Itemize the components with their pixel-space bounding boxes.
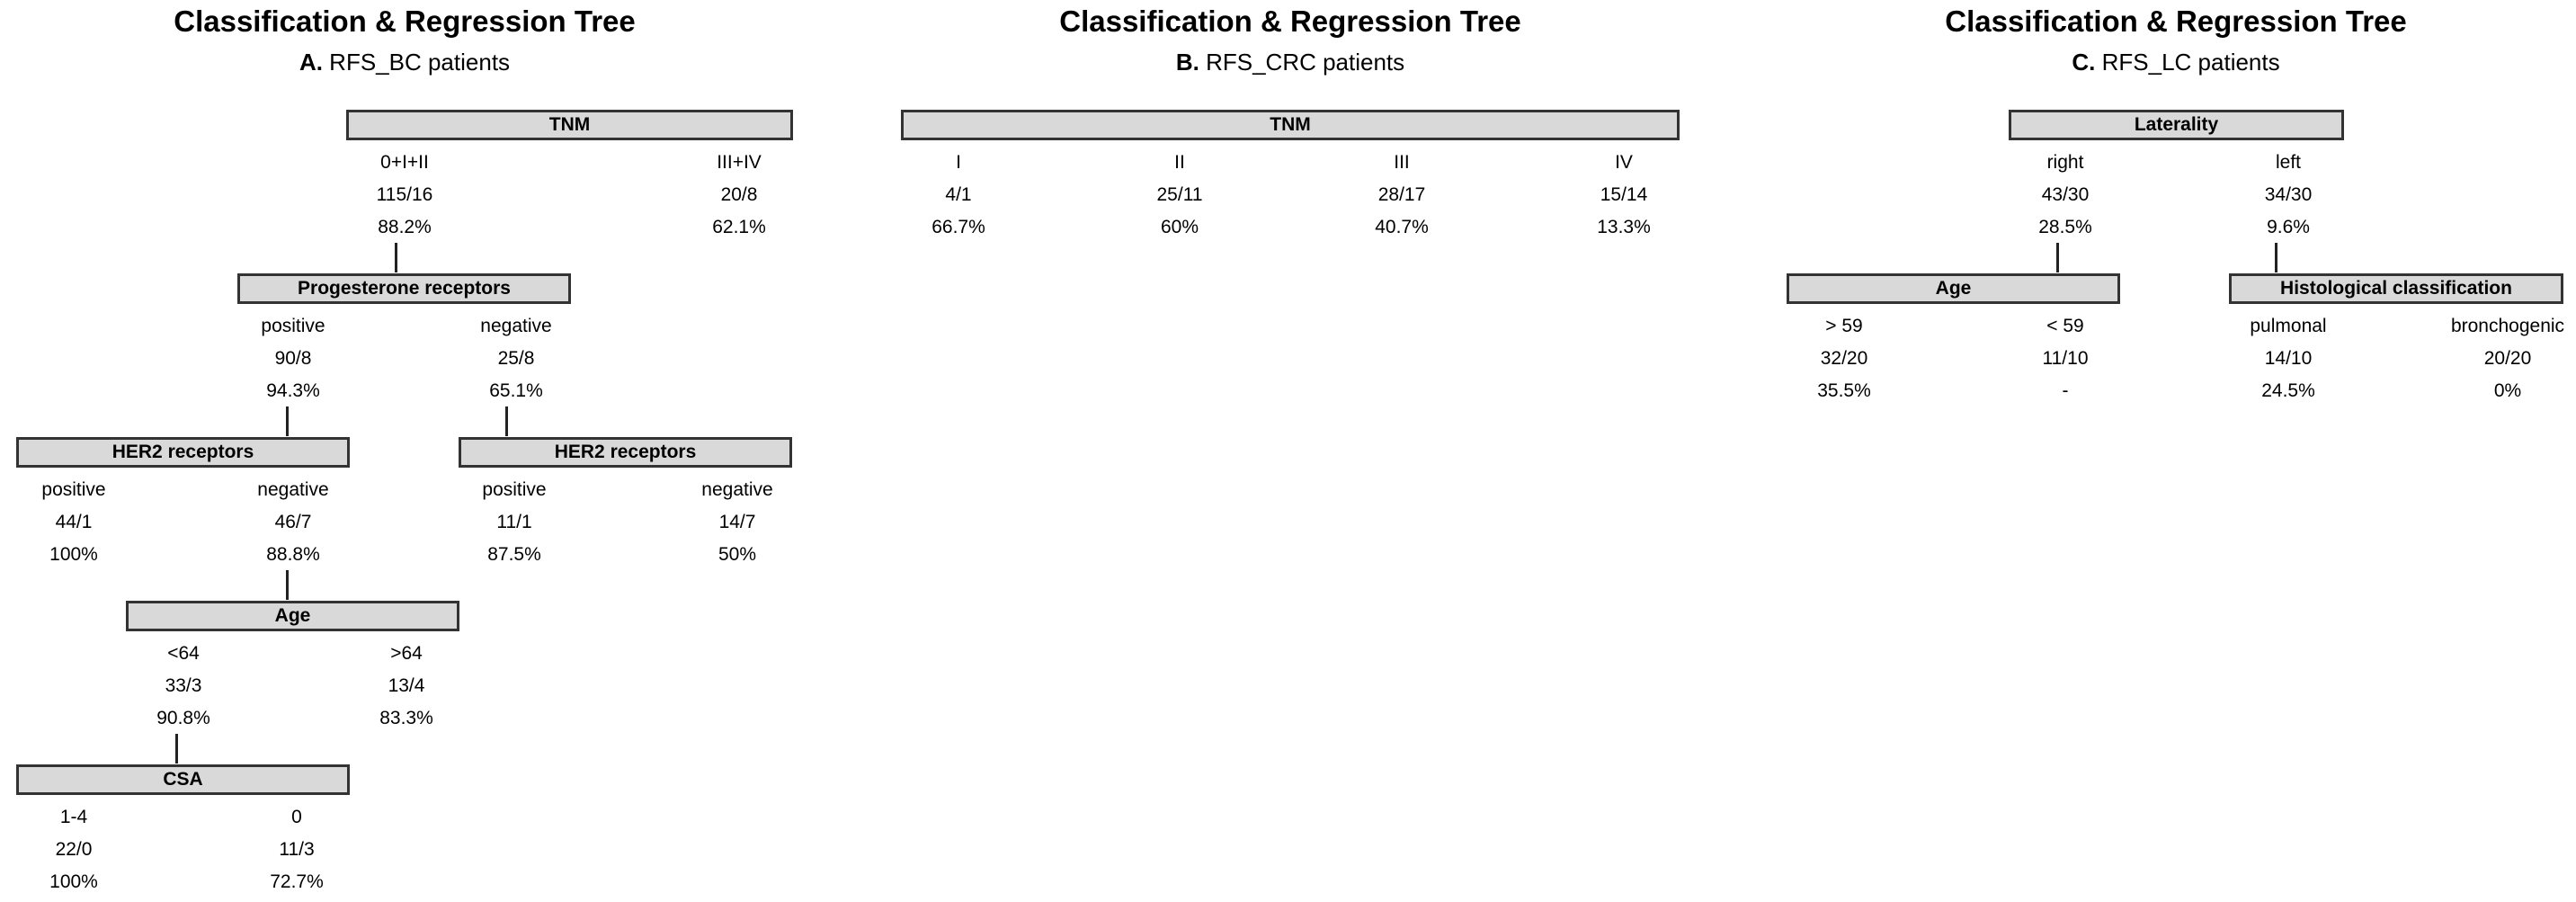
- tree-c-lat-left-ratio: 43/30: [2041, 184, 2090, 205]
- panel-c-letter: C.: [2072, 49, 2096, 76]
- panel-c-subtitle: [1861, 48, 2491, 76]
- panel-a-subtitle-text: RFS_BC patients: [329, 49, 511, 76]
- tree-a-prog-left-condition: positive: [261, 316, 325, 336]
- tree-b-tnm-3-ratio: 28/17: [1377, 184, 1426, 205]
- tree-a-csa-right-ratio: 11/3: [279, 839, 315, 860]
- tree-b-tnm-1-percent: 66.7%: [931, 217, 985, 237]
- tree-a-connector-tnm-prog: [395, 243, 397, 272]
- tree-a-csa-node: CSA: [16, 764, 350, 795]
- tree-a-prog-right-ratio: 25/8: [497, 348, 535, 369]
- tree-c-lat-left-condition: right: [2046, 152, 2084, 173]
- tree-c-age-left-percent: 35.5%: [1817, 380, 1871, 401]
- tree-a-age-left-percent: 90.8%: [156, 708, 210, 728]
- tree-a-her2-1-left-ratio: 44/1: [55, 512, 93, 532]
- tree-a-prog-right-percent: 65.1%: [489, 380, 543, 401]
- tree-a-tnm-left-condition: 0+I+II: [380, 152, 429, 173]
- tree-c-lat-right-condition: left: [2275, 152, 2301, 173]
- tree-a-tnm-right-percent: 62.1%: [712, 217, 766, 237]
- panel-c-subtitle-text: RFS_LC patients: [2101, 49, 2280, 76]
- tree-c-age-right-condition: < 59: [2046, 316, 2084, 336]
- tree-c-hist-left-condition: pulmonal: [2250, 316, 2327, 336]
- tree-a-her2-node-2: HER2 receptors: [459, 437, 792, 468]
- tree-a-csa-right-percent: 72.7%: [270, 871, 324, 892]
- panel-b-subtitle: [976, 48, 1605, 76]
- tree-c-hist-right-percent: 0%: [2493, 380, 2522, 401]
- tree-a-her2-2-left-ratio: 11/1: [496, 512, 532, 532]
- tree-c-age-left-condition: > 59: [1825, 316, 1863, 336]
- panel-b-letter: B.: [1175, 49, 1199, 76]
- tree-b-tnm-node: TNM: [901, 110, 1680, 140]
- tree-c-age-right-ratio: 11/10: [2042, 348, 2089, 369]
- tree-a-her2-2-right-percent: 50%: [718, 544, 757, 565]
- tree-a-age-right-ratio: 13/4: [388, 675, 425, 696]
- tree-c-hist-left-ratio: 14/10: [2264, 348, 2313, 369]
- tree-a-her2-2-left-condition: positive: [482, 479, 547, 500]
- tree-a-prog-left-percent: 94.3%: [266, 380, 320, 401]
- tree-a-tnm-left-percent: 88.2%: [378, 217, 432, 237]
- tree-b-tnm-4-ratio: 15/14: [1600, 184, 1648, 205]
- tree-b-tnm-3-percent: 40.7%: [1375, 217, 1429, 237]
- tree-b-tnm-2-condition: II: [1174, 152, 1185, 173]
- tree-a-her2-2-right-condition: negative: [701, 479, 773, 500]
- tree-a-age-node: Age: [126, 601, 459, 631]
- tree-c-lat-left-percent: 28.5%: [2038, 217, 2092, 237]
- tree-a-her2-node-1: HER2 receptors: [16, 437, 350, 468]
- tree-a-her2-1-left-percent: 100%: [49, 544, 98, 565]
- tree-a-age-left-ratio: 33/3: [165, 675, 202, 696]
- tree-c-age-left-ratio: 32/20: [1820, 348, 1868, 369]
- tree-a-tnm-node: TNM: [346, 110, 793, 140]
- tree-a-tnm-right-condition: III+IV: [717, 152, 762, 173]
- tree-a-her2-1-right-condition: negative: [257, 479, 329, 500]
- tree-a-connector-her2-age: [286, 570, 289, 600]
- tree-a-age-right-condition: >64: [390, 643, 423, 664]
- tree-a-prog-left-ratio: 90/8: [274, 348, 312, 369]
- tree-a-csa-left-percent: 100%: [49, 871, 98, 892]
- panel-a-subtitle: [90, 48, 719, 76]
- tree-c-connector-lat-age: [2056, 243, 2059, 272]
- tree-c-laterality-node: Laterality: [2009, 110, 2344, 140]
- tree-b-tnm-3-condition: III: [1394, 152, 1410, 173]
- tree-a-tnm-right-ratio: 20/8: [720, 184, 758, 205]
- tree-c-age-right-percent: -: [2062, 380, 2069, 401]
- tree-a-connector-age-csa: [175, 734, 178, 764]
- tree-b-tnm-2-percent: 60%: [1160, 217, 1199, 237]
- tree-a-csa-left-ratio: 22/0: [55, 839, 93, 860]
- tree-a-connector-prog-her2-left: [286, 406, 289, 436]
- tree-c-hist-left-percent: 24.5%: [2261, 380, 2315, 401]
- tree-a-csa-left-condition: 1-4: [59, 807, 88, 827]
- tree-b-tnm-1-ratio: 4/1: [945, 184, 972, 205]
- tree-b-tnm-2-ratio: 25/11: [1156, 184, 1203, 205]
- tree-a-progesterone-node: Progesterone receptors: [237, 273, 571, 304]
- tree-a-age-right-percent: 83.3%: [379, 708, 433, 728]
- tree-a-her2-2-right-ratio: 14/7: [718, 512, 756, 532]
- tree-c-lat-right-percent: 9.6%: [2267, 217, 2310, 237]
- tree-a-her2-1-left-condition: positive: [41, 479, 106, 500]
- tree-b-tnm-4-percent: 13.3%: [1597, 217, 1651, 237]
- panel-b-subtitle-text: RFS_CRC patients: [1206, 49, 1405, 76]
- tree-a-tnm-left-ratio: 115/16: [376, 184, 433, 205]
- tree-a-csa-right-condition: 0: [291, 807, 302, 827]
- panel-c-title: Classification & Regression Tree: [1945, 4, 2407, 38]
- tree-b-tnm-4-condition: IV: [1615, 152, 1633, 173]
- tree-a-her2-1-right-percent: 88.8%: [266, 544, 320, 565]
- tree-c-lat-right-ratio: 34/30: [2264, 184, 2313, 205]
- tree-a-her2-2-left-percent: 87.5%: [487, 544, 541, 565]
- panel-a-title: Classification & Regression Tree: [174, 4, 636, 38]
- tree-a-age-left-condition: <64: [167, 643, 200, 664]
- tree-a-connector-prog-her2-right: [505, 406, 508, 436]
- tree-a-her2-1-right-ratio: 46/7: [274, 512, 312, 532]
- panel-b-title: Classification & Regression Tree: [1059, 4, 1521, 38]
- tree-a-prog-right-condition: negative: [480, 316, 552, 336]
- tree-c-histological-node: Histological classification: [2229, 273, 2563, 304]
- tree-c-hist-right-ratio: 20/20: [2483, 348, 2532, 369]
- panel-a-letter: A.: [299, 49, 323, 76]
- tree-c-age-node: Age: [1787, 273, 2120, 304]
- tree-c-connector-lat-hist: [2275, 243, 2277, 272]
- tree-b-tnm-1-condition: I: [956, 152, 961, 173]
- tree-c-hist-right-condition: bronchogenic: [2450, 316, 2565, 336]
